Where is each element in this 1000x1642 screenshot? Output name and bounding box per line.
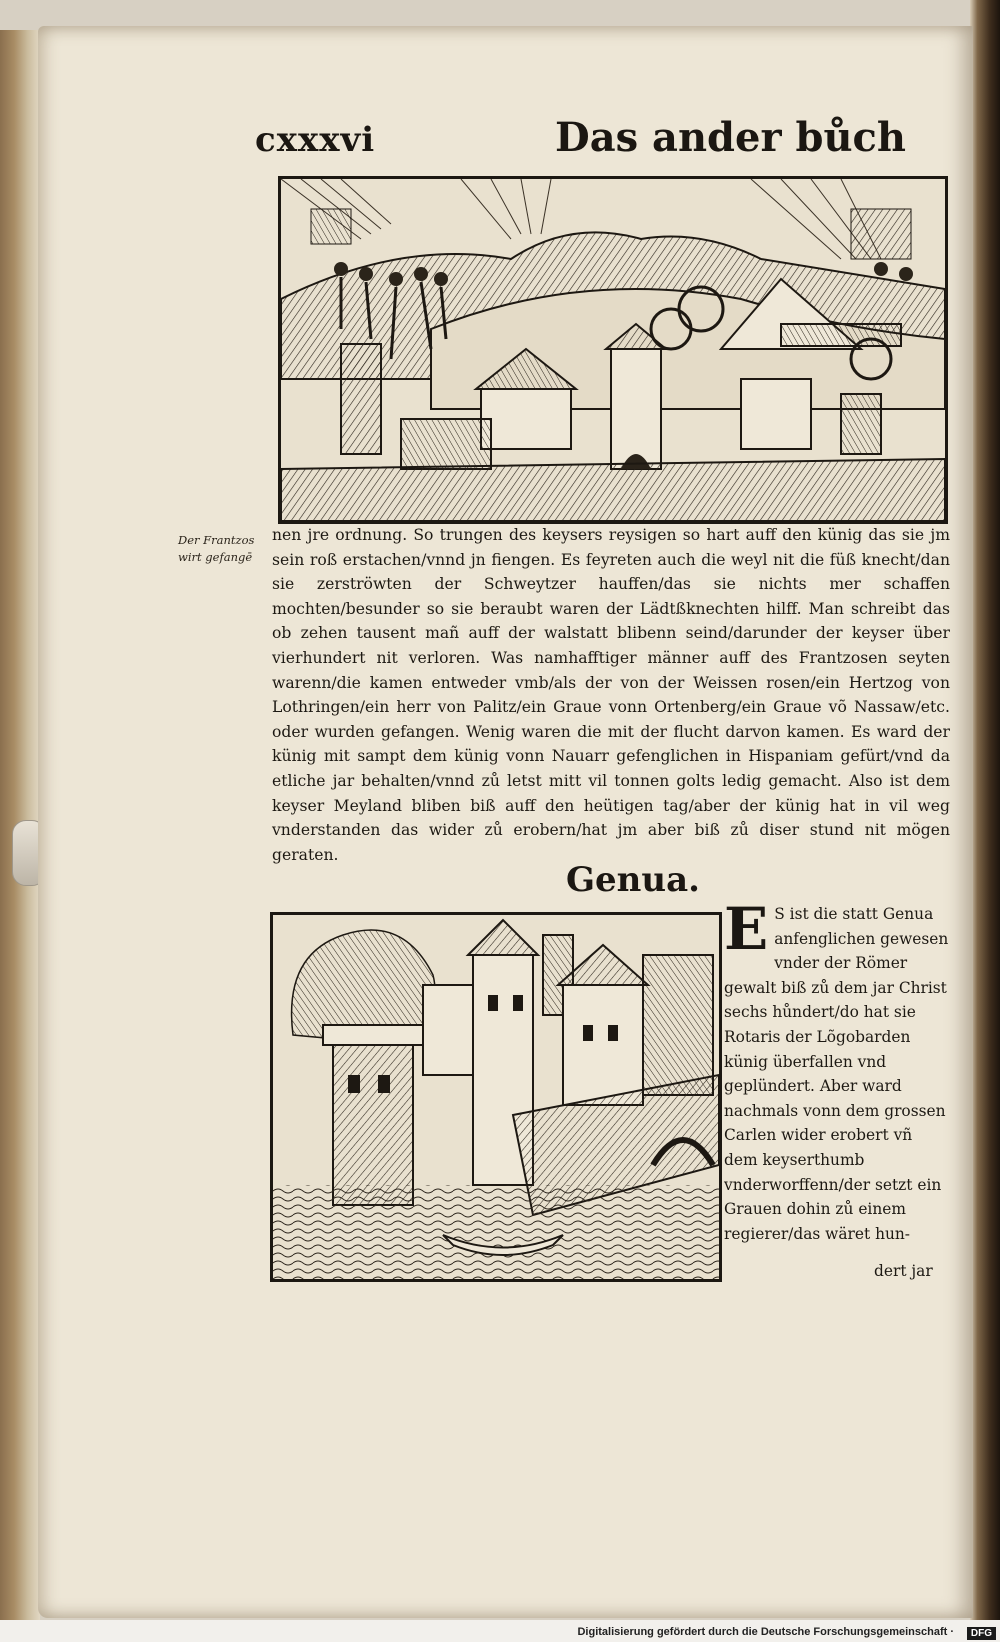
running-head: Das ander bůch (555, 114, 906, 161)
genua-text-body: S ist die statt Genua anfenglichen gewesen vnder der Römer gewalt biß zů dem jar Christ sechs hůndert/do hat sie Rotaris der Lõgobarden künig überfallen vnd geplündert. Aber ward nachmals vonn dem grossen Carlen wider erobert vñ dem keyserthumb vnderworffenn/der setzt ein Grauen dohin zů einem regierer/das wäret hun- (724, 905, 949, 1243)
dfg-logo: DFG (967, 1627, 996, 1640)
body-paragraph: nen jre ordnung. So trungen des keysers reysigen so hart auff den künig das sie jm sein roß erstachen/vnnd jn fiengen. Es feyreten auch die weyl nit die füß knecht/dan sie zerströwten der Schweytzer hauffen/das sie nichts mer schaffen mochten/besunder so sie beraubt waren der Lädtßknechten hilff. Man schreibt das ob zehen tausent mañ auff der walstatt blibenn seind/darunder der keyser über vierhundert nit verloren. Was namhafftiger männer auff des Frantzosen seyten warenn/die kamen entweder vmb/als der von der Weissen rosen/ein Hertzog von Lothringen/ein herr von Palitz/ein Graue vonn Ortenberg/ein Graue võ Nassaw/etc. oder wurden gefangen. Wenig waren die mit der flucht darvon kamen. Es ward der künig mit sampt dem künig vonn Nauarr gefenglichen in Hispaniam gefürt/vnd da etliche jar behalten/vnnd zů letst mitt vil tonnen golts ledig gemacht. Also ist dem keyser Meyland bliben biß auff den heütigen tag/aber der künig hat in vil weg vnderstanden das wider zů erobern/hat jm aber biß zů diser stund nit mögen geraten. (272, 526, 950, 864)
drop-initial: E (724, 895, 769, 963)
folio-number: cxxxvi (255, 120, 376, 160)
marginal-note: Der Frantzos wirt gefangē (178, 533, 255, 564)
woodcut-genoa-city (270, 912, 722, 1282)
genua-text (724, 895, 950, 1246)
catchword: dert jar (874, 1262, 933, 1280)
right-binding-gutter (970, 0, 1000, 1620)
section-heading: Genua. (566, 860, 700, 900)
woodcut-battle-scene (278, 176, 948, 524)
digitization-credit: Digitalisierung gefördert durch die Deutsche Forschungsgemeinschaft · (577, 1626, 954, 1638)
